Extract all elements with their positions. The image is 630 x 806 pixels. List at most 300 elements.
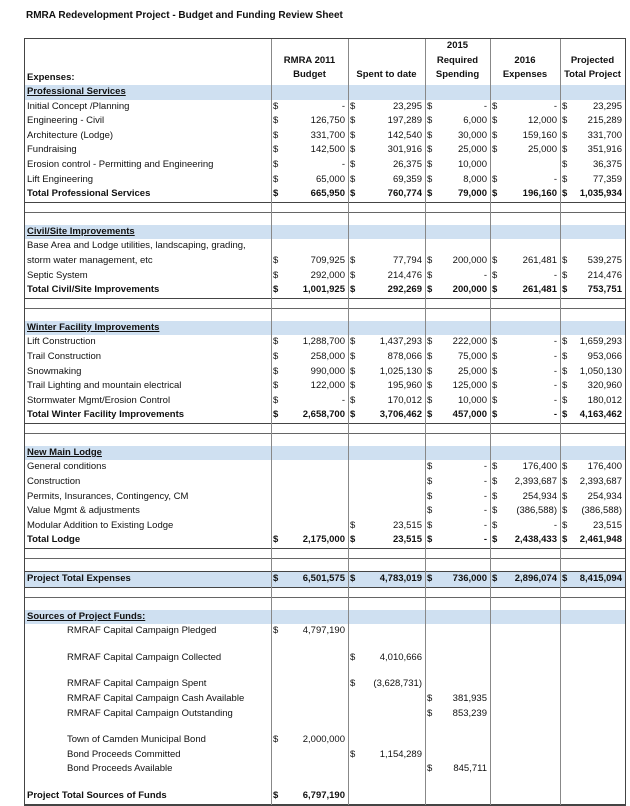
cell-value: 214,476 <box>587 269 622 281</box>
currency-symbol: $ <box>350 573 356 585</box>
header-label: Budget <box>293 69 326 81</box>
currency-symbol: $ <box>492 144 498 156</box>
table-cell <box>348 707 425 722</box>
currency-symbol: $ <box>350 534 356 546</box>
table-cell <box>348 490 425 505</box>
table-row <box>25 707 625 722</box>
table-cell <box>348 269 425 284</box>
table-cell <box>560 707 625 722</box>
table-cell <box>560 187 625 202</box>
cell-value: 709,925 <box>310 254 345 266</box>
section-header <box>25 85 625 100</box>
spacer-row <box>25 639 625 651</box>
header-label: Spent to date <box>356 69 417 81</box>
table-cell <box>348 651 425 666</box>
currency-symbol: $ <box>492 100 498 112</box>
cell-value: - <box>553 409 557 421</box>
table-cell <box>348 100 425 115</box>
table-cell <box>490 379 560 394</box>
cell-value: 23,515 <box>392 519 422 531</box>
table-row <box>25 129 625 144</box>
table-cell <box>425 624 490 639</box>
table-cell <box>560 129 625 144</box>
table-cell <box>560 100 625 115</box>
cell-value: 214,476 <box>387 269 422 281</box>
table-cell <box>348 143 425 158</box>
table-cell <box>425 692 490 707</box>
cell-value: 292,269 <box>387 284 422 296</box>
table-cell <box>348 394 425 409</box>
table-cell <box>490 572 560 587</box>
cell-value: 1,437,293 <box>379 336 422 348</box>
cell-value: 254,934 <box>587 490 622 502</box>
cell-value: - <box>483 534 487 546</box>
header-label: Required <box>436 54 479 66</box>
cell-value: - <box>483 519 487 531</box>
table-cell <box>271 335 348 350</box>
table-cell <box>425 677 490 692</box>
cell-value: 4,797,190 <box>302 625 345 637</box>
table-row <box>25 490 625 505</box>
currency-symbol: $ <box>562 380 568 392</box>
table-cell <box>271 490 348 505</box>
table-cell <box>348 173 425 188</box>
row-label: General conditions <box>27 461 107 473</box>
currency-symbol: $ <box>562 284 568 296</box>
row-label: Lift Engineering <box>27 173 94 185</box>
table-cell <box>348 789 425 804</box>
table-row <box>25 239 625 254</box>
cell-value: - <box>341 158 345 170</box>
row-label: Construction <box>27 476 81 488</box>
table-cell <box>348 533 425 548</box>
cell-value: 196,160 <box>522 188 557 200</box>
cell-value: - <box>483 476 487 488</box>
row-label: Architecture (Lodge) <box>27 129 114 141</box>
cell-value: 122,000 <box>310 380 345 392</box>
total-row <box>25 533 625 549</box>
table-cell <box>271 504 348 519</box>
currency-symbol: $ <box>562 365 568 377</box>
currency-symbol: $ <box>562 490 568 502</box>
table-row <box>25 350 625 365</box>
row-label: Total Lodge <box>27 534 81 546</box>
cell-value: 2,461,948 <box>579 534 622 546</box>
currency-symbol: $ <box>273 573 279 585</box>
cell-value: 30,000 <box>457 129 487 141</box>
table-cell <box>425 239 490 254</box>
currency-symbol: $ <box>273 100 279 112</box>
spacer-row <box>25 559 625 571</box>
table-cell <box>490 651 560 666</box>
section-header <box>25 225 625 240</box>
grand-total-row <box>25 571 625 588</box>
currency-symbol: $ <box>427 461 433 473</box>
cell-value: 1,050,130 <box>579 365 622 377</box>
cell-value: 760,774 <box>387 188 422 200</box>
cell-value: 665,950 <box>310 188 345 200</box>
currency-symbol: $ <box>273 158 279 170</box>
row-label: Trail Lighting and mountain electrical <box>27 380 182 392</box>
cell-value: 2,000,000 <box>302 734 345 746</box>
currency-symbol: $ <box>427 269 433 281</box>
currency-symbol: $ <box>562 129 568 141</box>
cell-value: 381,935 <box>452 693 487 704</box>
table-cell <box>271 379 348 394</box>
table-cell <box>425 394 490 409</box>
cell-value: 878,066 <box>387 350 422 362</box>
table-cell <box>560 239 625 254</box>
table-cell <box>271 533 348 548</box>
table-cell <box>271 158 348 173</box>
table-cell <box>560 460 625 475</box>
currency-symbol: $ <box>273 365 279 377</box>
table-cell <box>560 283 625 298</box>
currency-symbol: $ <box>562 100 568 112</box>
table-cell <box>425 504 490 519</box>
table-row <box>25 269 625 284</box>
currency-symbol: $ <box>492 409 498 421</box>
currency-symbol: $ <box>427 476 433 488</box>
header-label: RMRA 2011 <box>283 54 336 66</box>
currency-symbol: $ <box>427 254 433 266</box>
cell-value: 953,066 <box>587 350 622 362</box>
table-cell <box>271 269 348 284</box>
currency-symbol: $ <box>427 380 433 392</box>
cell-value: 170,012 <box>387 394 422 406</box>
currency-symbol: $ <box>427 158 433 170</box>
table-cell <box>271 114 348 129</box>
cell-value: 351,916 <box>587 144 622 156</box>
cell-value: - <box>553 100 557 112</box>
table-cell <box>425 173 490 188</box>
cell-value: - <box>483 505 487 517</box>
table-cell <box>490 129 560 144</box>
currency-symbol: $ <box>273 254 279 266</box>
row-label: Septic System <box>27 269 88 281</box>
cell-value: 8,415,094 <box>579 573 622 585</box>
cell-value: 75,000 <box>457 350 487 362</box>
table-cell <box>490 707 560 722</box>
row-label: Initial Concept /Planning <box>27 100 130 112</box>
header-label: Projected <box>570 54 615 66</box>
table-cell <box>271 460 348 475</box>
spacer-row <box>25 777 625 789</box>
table-header <box>25 39 625 85</box>
table-cell <box>490 239 560 254</box>
row-label: RMRAF Capital Campaign Outstanding <box>67 707 233 719</box>
cell-value: - <box>483 490 487 502</box>
table-cell <box>348 762 425 777</box>
table-cell <box>271 651 348 666</box>
table-cell <box>271 283 348 298</box>
table-cell <box>271 173 348 188</box>
table-cell <box>490 789 560 804</box>
currency-symbol: $ <box>350 115 356 127</box>
cell-value: 25,000 <box>527 144 557 156</box>
row-label: Total Winter Facility Improvements <box>27 409 185 421</box>
table-cell <box>490 173 560 188</box>
cell-value: 1,035,934 <box>579 188 622 200</box>
row-label: Value Mgmt & adjustments <box>27 505 140 517</box>
header-label: 2016 <box>514 54 536 66</box>
cell-value: 1,154,289 <box>379 748 422 760</box>
row-label: Professional Services <box>27 86 126 97</box>
currency-symbol: $ <box>273 115 279 127</box>
currency-symbol: $ <box>350 173 356 185</box>
cell-value: 176,400 <box>522 461 557 473</box>
table-cell <box>425 143 490 158</box>
table-row <box>25 158 625 173</box>
table-cell <box>560 490 625 505</box>
currency-symbol: $ <box>562 461 568 473</box>
section-divider <box>25 299 625 309</box>
table-cell <box>271 789 348 804</box>
cell-value: 25,000 <box>457 144 487 156</box>
table-row <box>25 733 625 748</box>
table-row <box>25 692 625 707</box>
currency-symbol: $ <box>562 519 568 531</box>
currency-symbol: $ <box>273 625 279 637</box>
table-cell <box>560 394 625 409</box>
cell-value: 125,000 <box>452 380 487 392</box>
table-cell <box>490 114 560 129</box>
currency-symbol: $ <box>427 365 433 377</box>
currency-symbol: $ <box>350 336 356 348</box>
table-cell <box>490 519 560 534</box>
cell-value: (3,628,731) <box>373 678 422 690</box>
table-cell <box>425 707 490 722</box>
table-cell <box>271 254 348 269</box>
table-cell <box>490 394 560 409</box>
table-cell <box>348 239 425 254</box>
cell-value: 6,501,575 <box>302 573 345 585</box>
budget-table <box>24 38 626 806</box>
currency-symbol: $ <box>273 129 279 141</box>
cell-value: 10,000 <box>457 158 487 170</box>
table-cell <box>425 789 490 804</box>
table-cell <box>490 283 560 298</box>
table-cell <box>560 692 625 707</box>
currency-symbol: $ <box>273 269 279 281</box>
table-cell <box>348 677 425 692</box>
currency-symbol: $ <box>427 350 433 362</box>
table-row <box>25 254 625 269</box>
column-divider <box>490 39 491 805</box>
currency-symbol: $ <box>492 365 498 377</box>
cell-value: - <box>553 336 557 348</box>
cell-value: 69,359 <box>392 173 422 185</box>
currency-symbol: $ <box>427 573 433 585</box>
currency-symbol: $ <box>492 519 498 531</box>
cell-value: 142,500 <box>310 144 345 156</box>
section-header <box>25 610 625 625</box>
cell-value: 301,916 <box>387 144 422 156</box>
currency-symbol: $ <box>562 573 568 585</box>
total-row <box>25 187 625 203</box>
section-divider <box>25 424 625 434</box>
table-cell <box>271 187 348 202</box>
table-body <box>25 85 625 805</box>
table-row <box>25 335 625 350</box>
cell-value: 457,000 <box>452 409 487 421</box>
table-cell <box>425 100 490 115</box>
currency-symbol: $ <box>273 409 279 421</box>
spacer-row <box>25 721 625 733</box>
table-cell <box>425 187 490 202</box>
currency-symbol: $ <box>427 129 433 141</box>
row-label: Civil/Site Improvements <box>27 225 135 237</box>
cell-value: 23,295 <box>392 100 422 112</box>
currency-symbol: $ <box>427 490 433 502</box>
currency-symbol: $ <box>427 693 433 704</box>
row-label: New Main Lodge <box>27 446 102 458</box>
column-divider <box>560 39 561 805</box>
table-cell <box>560 504 625 519</box>
currency-symbol: $ <box>492 269 498 281</box>
currency-symbol: $ <box>427 394 433 406</box>
currency-symbol: $ <box>427 115 433 127</box>
currency-symbol: $ <box>350 748 356 760</box>
cell-value: 2,658,700 <box>302 409 345 421</box>
currency-symbol: $ <box>427 519 433 531</box>
cell-value: 215,289 <box>587 115 622 127</box>
currency-symbol: $ <box>350 350 356 362</box>
table-cell <box>348 335 425 350</box>
table-cell <box>560 173 625 188</box>
currency-symbol: $ <box>562 505 568 517</box>
table-cell <box>425 350 490 365</box>
currency-symbol: $ <box>427 336 433 348</box>
table-cell <box>348 475 425 490</box>
table-cell <box>271 408 348 423</box>
currency-symbol: $ <box>492 476 498 488</box>
cell-value: (386,588) <box>516 505 557 517</box>
currency-symbol: $ <box>427 763 433 775</box>
currency-symbol: $ <box>427 188 433 200</box>
table-cell <box>560 677 625 692</box>
table-cell <box>560 733 625 748</box>
table-cell <box>348 254 425 269</box>
table-cell <box>425 114 490 129</box>
currency-symbol: $ <box>350 100 356 112</box>
row-label: RMRAF Capital Campaign Collected <box>67 651 222 663</box>
cell-value: 200,000 <box>452 254 487 266</box>
table-cell <box>348 748 425 763</box>
table-cell <box>348 283 425 298</box>
cell-value: 12,000 <box>527 115 557 127</box>
spacer-row <box>25 309 625 321</box>
row-label: Stormwater Mgmt/Erosion Control <box>27 394 171 406</box>
table-cell <box>348 350 425 365</box>
table-cell <box>425 572 490 587</box>
table-cell <box>271 572 348 587</box>
header-label: Total Project <box>564 69 621 81</box>
spacer-row <box>25 434 625 446</box>
table-cell <box>490 733 560 748</box>
table-row <box>25 394 625 409</box>
row-label: Base Area and Lodge utilities, landscaping, grading, <box>27 240 246 252</box>
cell-value: 258,000 <box>310 350 345 362</box>
column-divider <box>425 39 426 805</box>
cell-value: 4,010,666 <box>379 651 422 663</box>
cell-value: 1,659,293 <box>579 336 622 348</box>
table-cell <box>271 365 348 380</box>
table-cell <box>490 692 560 707</box>
header-spent-to-date <box>348 39 425 85</box>
table-row <box>25 475 625 490</box>
table-cell <box>271 100 348 115</box>
table-cell <box>560 350 625 365</box>
column-divider <box>348 39 349 805</box>
currency-symbol: $ <box>492 490 498 502</box>
row-label: Lift Construction <box>27 336 96 348</box>
currency-symbol: $ <box>273 534 279 546</box>
currency-symbol: $ <box>350 678 356 690</box>
table-row <box>25 762 625 777</box>
table-cell <box>425 269 490 284</box>
table-cell <box>425 460 490 475</box>
table-row <box>25 460 625 475</box>
cell-value: 261,481 <box>522 284 557 296</box>
currency-symbol: $ <box>492 284 498 296</box>
row-label: Sources of Project Funds: <box>27 610 146 622</box>
table-cell <box>271 143 348 158</box>
currency-symbol: $ <box>350 519 356 531</box>
currency-symbol: $ <box>562 476 568 488</box>
expenses-header: Expenses: <box>27 72 75 83</box>
table-cell <box>560 408 625 423</box>
cell-value: 195,960 <box>387 380 422 392</box>
row-label: Permits, Insurances, Contingency, CM <box>27 490 189 502</box>
currency-symbol: $ <box>427 707 433 719</box>
currency-symbol: $ <box>273 144 279 156</box>
table-cell <box>490 269 560 284</box>
table-cell <box>348 408 425 423</box>
currency-symbol: $ <box>562 173 568 185</box>
table-cell <box>560 475 625 490</box>
table-row <box>25 748 625 763</box>
section-divider <box>25 549 625 559</box>
row-label: Engineering - Civil <box>27 115 105 127</box>
cell-value: 990,000 <box>310 365 345 377</box>
currency-symbol: $ <box>427 505 433 517</box>
currency-symbol: $ <box>492 394 498 406</box>
table-cell <box>560 519 625 534</box>
spacer-row <box>25 665 625 677</box>
cell-value: - <box>483 461 487 473</box>
currency-symbol: $ <box>273 188 279 200</box>
cell-value: 845,711 <box>453 763 487 775</box>
table-cell <box>271 239 348 254</box>
row-label: Snowmaking <box>27 365 82 377</box>
currency-symbol: $ <box>350 651 356 663</box>
table-cell <box>425 490 490 505</box>
currency-symbol: $ <box>273 284 279 296</box>
currency-symbol: $ <box>562 394 568 406</box>
table-row <box>25 504 625 519</box>
cell-value: 539,275 <box>587 254 622 266</box>
table-cell <box>490 490 560 505</box>
table-cell <box>425 129 490 144</box>
table-cell <box>560 624 625 639</box>
currency-symbol: $ <box>562 534 568 546</box>
table-cell <box>560 335 625 350</box>
cell-value: 126,750 <box>310 115 345 127</box>
table-cell <box>490 533 560 548</box>
table-cell <box>348 504 425 519</box>
currency-symbol: $ <box>492 254 498 266</box>
